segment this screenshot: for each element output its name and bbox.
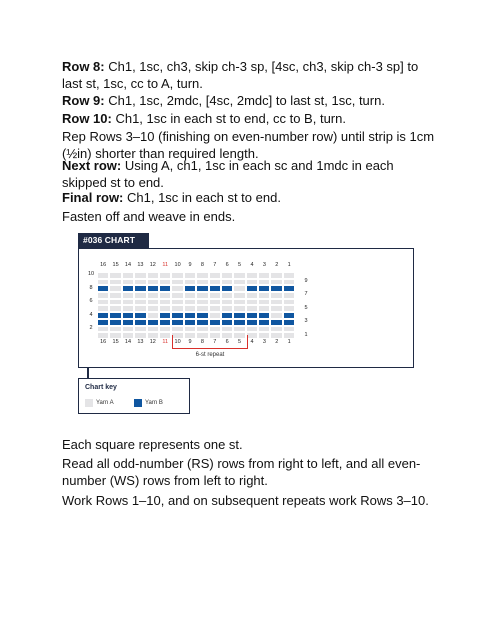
chart-cell [283, 299, 295, 306]
chart-cell [258, 305, 270, 312]
chart-cell [97, 332, 109, 339]
chart-cell [109, 279, 121, 286]
chart-cell [233, 299, 245, 306]
chart-cell [258, 319, 270, 326]
chart-cell [209, 285, 221, 292]
chart-cell [171, 305, 183, 312]
chart-cell [184, 285, 196, 292]
chart-key-title: Chart key [85, 384, 117, 391]
chart-cell [270, 326, 282, 333]
left-row-number: 10 [87, 271, 95, 278]
chart-cell [209, 279, 221, 286]
chart-cell [184, 319, 196, 326]
chart-cell [134, 292, 146, 299]
chart-cell [184, 272, 196, 279]
final-row-instruction: Final row: Ch1, 1sc in each st to end. [62, 190, 281, 205]
top-column-number: 6 [225, 262, 229, 268]
chart-cell [122, 319, 134, 326]
chart-cell [270, 332, 282, 339]
chart-cell [159, 292, 171, 299]
chart-cell [270, 305, 282, 312]
chart-cell [221, 272, 233, 279]
chart-cell [147, 319, 159, 326]
chart-cell [270, 279, 282, 286]
chart-cell [147, 299, 159, 306]
chart-cell [97, 299, 109, 306]
chart-cell [159, 305, 171, 312]
bottom-column-number: 9 [188, 339, 192, 345]
chart-cell [196, 319, 208, 326]
chart-cell [109, 285, 121, 292]
chart-cell [196, 272, 208, 279]
chart-cell [283, 319, 295, 326]
chart-cell [122, 292, 134, 299]
chart-cell [122, 312, 134, 319]
chart-cell [134, 319, 146, 326]
bottom-column-number: 7 [213, 339, 217, 345]
chart-cell [196, 285, 208, 292]
chart-cell [109, 305, 121, 312]
yarn-a-label: Yarn A [96, 400, 114, 406]
chart-cell [258, 292, 270, 299]
bottom-column-number: 11 [162, 339, 169, 345]
chart-cell [283, 326, 295, 333]
key-connector [87, 368, 89, 378]
chart-cell [109, 319, 121, 326]
chart-cell [246, 272, 258, 279]
chart-cell [270, 299, 282, 306]
chart-cell [283, 285, 295, 292]
right-row-number: 7 [304, 291, 308, 298]
chart-cell [209, 299, 221, 306]
right-row-number: 9 [304, 278, 308, 285]
chart-grid [97, 272, 295, 339]
chart-cell [196, 299, 208, 306]
bottom-column-number: 2 [275, 339, 279, 345]
chart-cell [109, 272, 121, 279]
chart-cell [109, 292, 121, 299]
chart-cell [258, 312, 270, 319]
row8-instruction: Row 8: Ch1, 1sc, ch3, skip ch-3 sp, [4sc, ch3, skip ch-3 sp] to last st, 1sc, cc to A, turn. [62, 59, 419, 91]
bottom-column-number: 15 [112, 339, 119, 345]
chart-cell [97, 312, 109, 319]
chart-cell [283, 332, 295, 339]
chart-cell [246, 305, 258, 312]
chart-cell [171, 319, 183, 326]
top-column-number: 7 [213, 262, 217, 268]
chart-cell [221, 299, 233, 306]
chart-cell [184, 312, 196, 319]
chart-cell [196, 326, 208, 333]
bottom-column-number: 10 [174, 339, 181, 345]
chart-cell [122, 305, 134, 312]
chart-cell [184, 292, 196, 299]
chart-cell [122, 299, 134, 306]
repeat-bracket [172, 335, 248, 349]
bottom-column-number: 1 [287, 339, 291, 345]
right-row-number: 1 [304, 331, 308, 338]
right-row-number: 3 [304, 318, 308, 325]
top-column-number: 11 [162, 262, 169, 268]
yarn-b-swatch [134, 399, 142, 407]
note-square: Each square represents one st. [62, 437, 243, 452]
bottom-column-number: 16 [100, 339, 107, 345]
chart-cell [233, 292, 245, 299]
left-row-number: 2 [89, 324, 93, 331]
top-column-number: 2 [275, 262, 279, 268]
chart-cell [171, 272, 183, 279]
chart-cell [134, 312, 146, 319]
chart-cell [109, 312, 121, 319]
chart-cell [221, 305, 233, 312]
chart-cell [159, 279, 171, 286]
top-column-number: 13 [137, 262, 144, 268]
chart-cell [221, 285, 233, 292]
chart-cell [283, 292, 295, 299]
top-column-number: 1 [287, 262, 291, 268]
chart-cell [159, 312, 171, 319]
left-row-number: 4 [89, 311, 93, 318]
chart-cell [171, 292, 183, 299]
chart-cell [233, 285, 245, 292]
chart-cell [147, 332, 159, 339]
chart-cell [171, 312, 183, 319]
chart-cell [233, 319, 245, 326]
chart-cell [159, 319, 171, 326]
chart-cell [283, 279, 295, 286]
chart-cell [221, 319, 233, 326]
note-reading-direction: Read all odd-number (RS) rows from right to left, and all even-number (WS) rows from left to right. [62, 456, 421, 488]
chart-cell [134, 279, 146, 286]
chart-cell [184, 305, 196, 312]
chart-cell [147, 312, 159, 319]
chart-cell [134, 285, 146, 292]
chart-cell [159, 299, 171, 306]
next-row-instruction: Next row: Using A, ch1, 1sc in each sc and 1mdc in each skipped st to end. [62, 158, 394, 190]
top-column-number: 4 [250, 262, 254, 268]
top-column-number: 9 [188, 262, 192, 268]
chart-cell [221, 279, 233, 286]
chart-cell [209, 326, 221, 333]
chart-cell [209, 292, 221, 299]
chart-cell [209, 312, 221, 319]
chart-cell [147, 272, 159, 279]
chart-cell [122, 326, 134, 333]
chart-cell [97, 285, 109, 292]
right-row-number: 5 [304, 304, 308, 311]
left-row-number: 8 [89, 284, 93, 291]
chart-cell [184, 299, 196, 306]
chart-cell [134, 326, 146, 333]
chart-cell [184, 279, 196, 286]
chart-cell [196, 279, 208, 286]
chart-cell [221, 312, 233, 319]
chart-cell [147, 326, 159, 333]
chart-cell [270, 312, 282, 319]
chart-cell [147, 292, 159, 299]
chart-cell [122, 272, 134, 279]
chart-cell [109, 299, 121, 306]
chart-cell [246, 285, 258, 292]
chart-cell [270, 292, 282, 299]
chart-cell [270, 319, 282, 326]
chart-cell [97, 272, 109, 279]
chart-cell [258, 332, 270, 339]
left-row-number: 6 [89, 298, 93, 305]
top-column-number: 15 [112, 262, 119, 268]
chart-cell [283, 305, 295, 312]
row10-instruction: Row 10: Ch1, 1sc in each st to end, cc to B, turn. [62, 111, 346, 126]
chart-cell [258, 285, 270, 292]
chart-cell [147, 285, 159, 292]
chart-cell [233, 326, 245, 333]
chart-cell [221, 292, 233, 299]
top-column-number: 3 [262, 262, 266, 268]
chart-cell [134, 299, 146, 306]
chart-cell [258, 326, 270, 333]
chart-cell [159, 326, 171, 333]
chart-cell [97, 279, 109, 286]
chart-cell [147, 305, 159, 312]
chart-cell [270, 272, 282, 279]
chart-cell [196, 312, 208, 319]
chart-cell [233, 305, 245, 312]
chart-cell [109, 332, 121, 339]
chart-cell [97, 305, 109, 312]
chart-cell [258, 279, 270, 286]
bottom-column-number: 4 [250, 339, 254, 345]
chart-cell [134, 332, 146, 339]
chart-cell [233, 279, 245, 286]
chart-cell [246, 279, 258, 286]
repeat-instruction: Rep Rows 3–10 (finishing on even-number row) until strip is 1cm (½in) shorter than required length. [62, 129, 435, 161]
chart-cell [209, 305, 221, 312]
bottom-column-number: 12 [149, 339, 156, 345]
chart-cell [97, 319, 109, 326]
top-column-number: 12 [149, 262, 156, 268]
chart-cell [246, 326, 258, 333]
chart-cell [97, 292, 109, 299]
row9-instruction: Row 9: Ch1, 1sc, 2mdc, [4sc, 2mdc] to last st, 1sc, turn. [62, 93, 385, 108]
chart-cell [134, 272, 146, 279]
chart-cell [209, 272, 221, 279]
chart-cell [233, 312, 245, 319]
bottom-column-number: 6 [225, 339, 229, 345]
bottom-column-number: 8 [200, 339, 204, 345]
chart-cell [171, 326, 183, 333]
chart-cell [147, 279, 159, 286]
chart-cell [233, 272, 245, 279]
top-column-number: 14 [124, 262, 132, 268]
chart-cell [184, 326, 196, 333]
chart-cell [258, 299, 270, 306]
chart-cell [171, 285, 183, 292]
chart-cell [246, 312, 258, 319]
chart-cell [159, 272, 171, 279]
chart-cell [159, 332, 171, 339]
top-column-number: 8 [200, 262, 204, 268]
chart-cell [171, 299, 183, 306]
yarn-a-swatch [85, 399, 93, 407]
chart-cell [221, 326, 233, 333]
chart-cell [134, 305, 146, 312]
chart-cell [97, 326, 109, 333]
chart-cell [122, 332, 134, 339]
chart-cell [122, 285, 134, 292]
top-column-number: 16 [100, 262, 107, 268]
bottom-column-number: 3 [262, 339, 266, 345]
chart-title-tab: #036 CHART [78, 233, 149, 248]
chart-cell [258, 272, 270, 279]
chart-cell [196, 305, 208, 312]
top-column-number: 5 [238, 262, 242, 268]
chart-cell [270, 285, 282, 292]
chart-cell [246, 299, 258, 306]
chart-cell [246, 319, 258, 326]
chart-cell [209, 319, 221, 326]
yarn-b-label: Yarn B [145, 400, 163, 406]
bottom-column-number: 14 [124, 339, 132, 345]
top-column-number: 10 [174, 262, 181, 268]
chart-cell [171, 279, 183, 286]
bottom-column-number: 5 [238, 339, 242, 345]
bottom-column-number: 13 [137, 339, 144, 345]
chart-cell [246, 292, 258, 299]
chart-cell [159, 285, 171, 292]
chart-cell [109, 326, 121, 333]
chart-cell [196, 292, 208, 299]
repeat-label: 6-st repeat [195, 352, 225, 358]
fasten-instruction: Fasten off and weave in ends. [62, 209, 236, 224]
note-work-rows: Work Rows 1–10, and on subsequent repeats work Rows 3–10. [62, 493, 429, 508]
chart-cell [283, 272, 295, 279]
chart-cell [283, 312, 295, 319]
chart-cell [122, 279, 134, 286]
